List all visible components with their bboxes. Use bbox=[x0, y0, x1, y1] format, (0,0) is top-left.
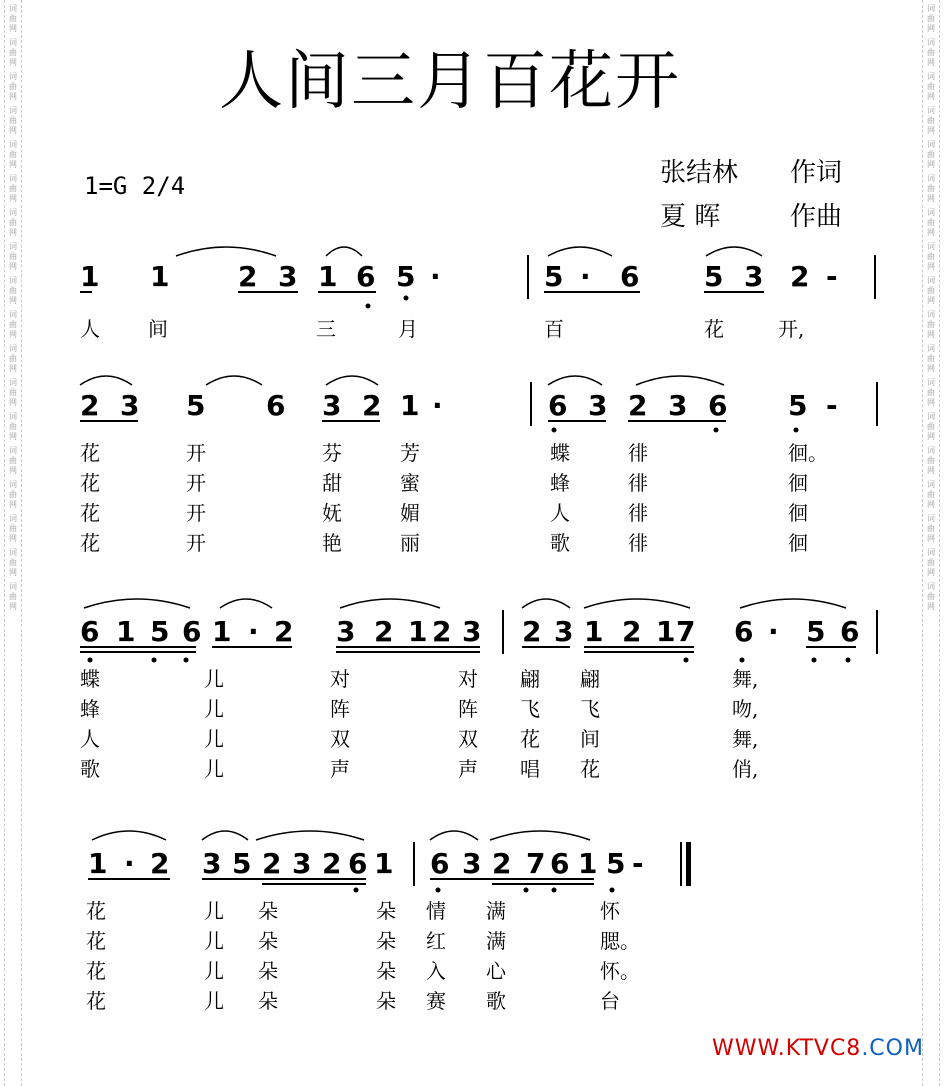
watermark-text: 词 曲 网 bbox=[927, 276, 935, 305]
watermark-text: 词 曲 网 bbox=[9, 514, 17, 543]
note: 2 bbox=[362, 389, 382, 422]
watermark-text: 词 曲 网 bbox=[9, 174, 17, 203]
note: · bbox=[124, 847, 135, 880]
lyric-syllable: 艳 bbox=[322, 531, 342, 555]
note: 3 bbox=[588, 389, 608, 422]
slur bbox=[548, 247, 612, 256]
note: 2 bbox=[274, 615, 294, 648]
lyric-syllable: 花 bbox=[80, 501, 100, 525]
octave-dot bbox=[366, 304, 371, 309]
watermark-text: 词 曲 网 bbox=[927, 310, 935, 339]
watermark-text: 词 曲 网 bbox=[927, 446, 935, 475]
octave-dot bbox=[354, 888, 359, 893]
lyric-syllable: 蜂 bbox=[80, 697, 100, 721]
lyric-syllable: 双 bbox=[330, 727, 350, 751]
octave-dot bbox=[184, 658, 189, 663]
watermark-text: 词 曲 网 bbox=[9, 4, 17, 33]
lyric-syllable: 阵 bbox=[330, 697, 350, 721]
watermark-text: 词 曲 网 bbox=[9, 446, 17, 475]
note: 6 bbox=[266, 389, 286, 422]
lyric-syllable: 媚 bbox=[400, 501, 420, 525]
octave-dot bbox=[552, 888, 557, 893]
watermark-text: 词 曲 网 bbox=[9, 378, 17, 407]
lyric-syllable: 唱 bbox=[520, 757, 540, 781]
watermark-text: 词 曲 网 bbox=[9, 548, 17, 577]
note: 7 bbox=[676, 615, 696, 648]
lyric-syllable: 歌 bbox=[80, 757, 100, 781]
lyric-syllable: 儿 bbox=[204, 959, 224, 983]
slur bbox=[584, 599, 690, 608]
lyric-syllable: 舞, bbox=[732, 727, 759, 751]
lyric-syllable: 花 bbox=[80, 441, 100, 465]
note: 6 bbox=[550, 847, 570, 880]
lyric-syllable: 花 bbox=[86, 989, 106, 1013]
note: 3 bbox=[744, 260, 764, 293]
watermark-text: 词 曲 网 bbox=[927, 514, 935, 543]
slur bbox=[340, 599, 440, 608]
lyric-syllable: 台 bbox=[600, 989, 620, 1013]
note: 2 bbox=[790, 260, 810, 293]
slur bbox=[202, 831, 248, 840]
watermark-text: 词 曲 网 bbox=[9, 140, 17, 169]
watermark-text: 词 曲 网 bbox=[927, 412, 935, 441]
lyric-syllable: 儿 bbox=[204, 929, 224, 953]
watermark-text: 词 曲 网 bbox=[927, 344, 935, 373]
watermark-text: 词 曲 网 bbox=[9, 276, 17, 305]
lyric-syllable: 朵 bbox=[258, 959, 278, 983]
site-url-prefix: WWW. bbox=[712, 1036, 786, 1061]
octave-dot bbox=[552, 428, 557, 433]
lyric-syllable: 朵 bbox=[258, 989, 278, 1013]
lyric-syllable: 对 bbox=[458, 667, 478, 691]
slur bbox=[522, 599, 570, 608]
slur bbox=[636, 376, 724, 385]
slur bbox=[430, 831, 478, 840]
lyric-syllable: 徊。 bbox=[788, 441, 828, 465]
lyric-syllable: 舞, bbox=[732, 667, 759, 691]
lyric-syllable: 人 bbox=[550, 501, 570, 525]
note: 2 bbox=[80, 389, 100, 422]
song-title: 人间三月百花开 bbox=[219, 45, 681, 119]
watermark-text: 词 曲 网 bbox=[9, 480, 17, 509]
note: 5 bbox=[150, 615, 170, 648]
note: 1 bbox=[374, 847, 394, 880]
lyric-syllable: 儿 bbox=[204, 727, 224, 751]
note: 1 bbox=[408, 615, 428, 648]
note: 3 bbox=[554, 615, 574, 648]
watermark-text: 词 曲 网 bbox=[927, 106, 935, 135]
lyric-syllable: 怀。 bbox=[600, 959, 640, 983]
note: 1 bbox=[656, 615, 676, 648]
note: 3 bbox=[322, 389, 342, 422]
slur bbox=[548, 376, 602, 385]
note: 6 bbox=[182, 615, 202, 648]
note: 2 bbox=[432, 615, 452, 648]
watermark-text: 词 曲 网 bbox=[9, 38, 17, 67]
lyric-syllable: 蜂 bbox=[550, 471, 570, 495]
lyric-syllable: 儿 bbox=[204, 667, 224, 691]
lyric-syllable: 间 bbox=[148, 317, 168, 341]
lyric-syllable: 月 bbox=[398, 317, 418, 341]
note: 3 bbox=[278, 260, 298, 293]
note: 5 bbox=[186, 389, 206, 422]
lyric-syllable: 朵 bbox=[376, 989, 396, 1013]
slur bbox=[220, 599, 272, 608]
note: 3 bbox=[120, 389, 140, 422]
lyric-syllable: 蝶 bbox=[550, 441, 570, 465]
octave-dot bbox=[610, 888, 615, 893]
lyric-syllable: 芬 bbox=[322, 441, 342, 465]
slur bbox=[490, 831, 590, 840]
lyric-syllable: 徊 bbox=[788, 501, 808, 525]
octave-dot bbox=[152, 658, 157, 663]
key-signature: 1=G 2/4 bbox=[84, 172, 186, 200]
watermark-text: 词 曲 网 bbox=[927, 480, 935, 509]
note: 1 bbox=[116, 615, 136, 648]
watermark-text: 词 曲 网 bbox=[9, 72, 17, 101]
note: 6 bbox=[708, 389, 728, 422]
lyric-syllable: 花 bbox=[86, 929, 106, 953]
lyric-syllable: 怀 bbox=[600, 899, 620, 923]
lyric-syllable: 歌 bbox=[486, 989, 506, 1013]
composer-role: 作曲 bbox=[790, 202, 843, 232]
note: · bbox=[432, 389, 443, 422]
watermark-text: 词 曲 网 bbox=[9, 344, 17, 373]
lyric-syllable: 赛 bbox=[426, 989, 446, 1013]
watermark-text: 词 曲 网 bbox=[927, 140, 935, 169]
lyric-syllable: 儿 bbox=[204, 697, 224, 721]
lyric-syllable: 间 bbox=[580, 727, 600, 751]
slur bbox=[206, 376, 262, 385]
note: 1 bbox=[400, 389, 420, 422]
note: 3 bbox=[668, 389, 688, 422]
watermark-text: 词 曲 网 bbox=[927, 38, 935, 67]
lyric-syllable: 入 bbox=[426, 959, 446, 983]
note: · bbox=[248, 615, 259, 648]
lyric-syllable: 声 bbox=[458, 757, 478, 781]
octave-dot bbox=[794, 428, 799, 433]
octave-dot bbox=[846, 658, 851, 663]
lyric-syllable: 开, bbox=[778, 317, 805, 341]
slur bbox=[176, 247, 276, 256]
note: 1 bbox=[150, 260, 170, 293]
octave-dot bbox=[524, 888, 529, 893]
lyricist-name: 张结林 bbox=[660, 158, 739, 188]
watermark-text: 词 曲 网 bbox=[927, 72, 935, 101]
note: 7 bbox=[526, 847, 546, 880]
note: 1 bbox=[212, 615, 232, 648]
lyric-syllable: 朵 bbox=[376, 929, 396, 953]
slur bbox=[80, 376, 132, 385]
octave-dot bbox=[436, 888, 441, 893]
lyric-syllable: 心 bbox=[486, 959, 506, 983]
note: 5 bbox=[606, 847, 626, 880]
note: 3 bbox=[336, 615, 356, 648]
lyric-syllable: 甜 bbox=[322, 471, 342, 495]
note: 2 bbox=[622, 615, 642, 648]
site-url[interactable] bbox=[712, 1036, 924, 1061]
lyric-syllable: 三 bbox=[316, 317, 336, 341]
lyric-syllable: 人 bbox=[80, 317, 100, 341]
watermark-text: 词 曲 网 bbox=[9, 310, 17, 339]
slur bbox=[256, 831, 364, 840]
octave-dot bbox=[404, 296, 409, 301]
slur bbox=[326, 247, 362, 256]
lyric-syllable: 徊 bbox=[788, 471, 808, 495]
note: 2 bbox=[628, 389, 648, 422]
octave-dot bbox=[88, 658, 93, 663]
lyric-syllable: 腮。 bbox=[600, 929, 640, 953]
note: 6 bbox=[548, 389, 568, 422]
lyric-syllable: 对 bbox=[330, 667, 350, 691]
lyric-syllable: 翩 bbox=[520, 667, 540, 691]
note: 6 bbox=[348, 847, 368, 880]
note: 5 bbox=[232, 847, 252, 880]
note: 2 bbox=[238, 260, 258, 293]
lyric-syllable: 花 bbox=[86, 899, 106, 923]
note: 6 bbox=[80, 615, 100, 648]
watermark-text: 词 曲 网 bbox=[9, 412, 17, 441]
lyric-syllable: 声 bbox=[330, 757, 350, 781]
note: 5 bbox=[544, 260, 564, 293]
lyric-syllable: 开 bbox=[186, 531, 206, 555]
note: 6 bbox=[356, 260, 376, 293]
watermark-text: 词 曲 网 bbox=[9, 242, 17, 271]
note: 6 bbox=[840, 615, 860, 648]
note: 1 bbox=[318, 260, 338, 293]
lyric-syllable: 开 bbox=[186, 501, 206, 525]
note: - bbox=[826, 260, 838, 293]
lyric-syllable: 花 bbox=[80, 471, 100, 495]
note: 1 bbox=[88, 847, 108, 880]
lyric-syllable: 蝶 bbox=[80, 667, 100, 691]
watermark-text: 词 曲 网 bbox=[927, 242, 935, 271]
note: - bbox=[632, 847, 644, 880]
note: 3 bbox=[462, 615, 482, 648]
watermark-text: 词 曲 网 bbox=[9, 106, 17, 135]
lyric-syllable: 儿 bbox=[204, 989, 224, 1013]
note: 2 bbox=[150, 847, 170, 880]
lyric-syllable: 阵 bbox=[458, 697, 478, 721]
watermark-text: 词 曲 网 bbox=[927, 208, 935, 237]
lyric-syllable: 丽 bbox=[400, 531, 420, 555]
note: 5 bbox=[806, 615, 826, 648]
note: 2 bbox=[262, 847, 282, 880]
watermark-text: 词 曲 网 bbox=[9, 582, 17, 611]
note: 3 bbox=[292, 847, 312, 880]
note: · bbox=[430, 260, 441, 293]
lyricist-role: 作词 bbox=[790, 158, 843, 188]
octave-dot bbox=[740, 658, 745, 663]
lyric-syllable: 开 bbox=[186, 441, 206, 465]
note: 5 bbox=[396, 260, 416, 293]
watermark-text: 词 曲 网 bbox=[9, 208, 17, 237]
lyric-syllable: 花 bbox=[80, 531, 100, 555]
lyric-syllable: 满 bbox=[486, 899, 506, 923]
slur bbox=[84, 599, 190, 608]
site-url-suffix: .COM bbox=[861, 1036, 924, 1061]
lyric-syllable: 飞 bbox=[580, 697, 600, 721]
note: 6 bbox=[620, 260, 640, 293]
slur bbox=[326, 376, 378, 385]
note: 5 bbox=[788, 389, 808, 422]
watermark-text: 词 曲 网 bbox=[927, 548, 935, 577]
octave-dot bbox=[812, 658, 817, 663]
note: 6 bbox=[430, 847, 450, 880]
watermark-text: 词 曲 网 bbox=[927, 174, 935, 203]
note: · bbox=[580, 260, 591, 293]
lyric-syllable: 花 bbox=[86, 959, 106, 983]
octave-dot bbox=[714, 428, 719, 433]
lyric-syllable: 花 bbox=[520, 727, 540, 751]
note: 1 bbox=[584, 615, 604, 648]
lyric-syllable: 飞 bbox=[520, 697, 540, 721]
slur bbox=[92, 831, 166, 840]
lyric-syllable: 俏, bbox=[732, 757, 759, 781]
composer-name: 夏 晖 bbox=[660, 202, 721, 232]
lyric-syllable: 蜜 bbox=[400, 471, 420, 495]
lyric-syllable: 朵 bbox=[258, 899, 278, 923]
note: · bbox=[768, 615, 779, 648]
lyric-syllable: 徘 bbox=[628, 531, 648, 555]
note: 6 bbox=[734, 615, 754, 648]
note: 2 bbox=[522, 615, 542, 648]
watermark-text: 词 曲 网 bbox=[927, 582, 935, 611]
lyric-syllable: 红 bbox=[426, 929, 446, 953]
note: 1 bbox=[578, 847, 598, 880]
lyric-syllable: 情 bbox=[426, 899, 446, 923]
lyric-syllable: 儿 bbox=[204, 899, 224, 923]
note: 2 bbox=[374, 615, 394, 648]
note: - bbox=[826, 389, 838, 422]
site-url-name: KTVC8 bbox=[785, 1036, 862, 1061]
slur bbox=[706, 247, 762, 256]
lyric-syllable: 朵 bbox=[376, 899, 396, 923]
lyric-syllable: 徊 bbox=[788, 531, 808, 555]
lyric-syllable: 徘 bbox=[628, 471, 648, 495]
octave-dot bbox=[684, 658, 689, 663]
lyric-syllable: 吻, bbox=[732, 697, 759, 721]
note: 3 bbox=[202, 847, 222, 880]
note: 2 bbox=[322, 847, 342, 880]
lyric-syllable: 双 bbox=[458, 727, 478, 751]
lyric-syllable: 百 bbox=[544, 317, 564, 341]
lyric-syllable: 朵 bbox=[258, 929, 278, 953]
watermark-text: 词 曲 网 bbox=[927, 378, 935, 407]
lyric-syllable: 花 bbox=[580, 757, 600, 781]
note: 5 bbox=[704, 260, 724, 293]
lyric-syllable: 朵 bbox=[376, 959, 396, 983]
lyric-syllable: 妩 bbox=[322, 501, 342, 525]
lyric-syllable: 人 bbox=[80, 727, 100, 751]
note: 1 bbox=[80, 260, 100, 293]
note: 3 bbox=[462, 847, 482, 880]
lyric-syllable: 徘 bbox=[628, 441, 648, 465]
lyric-syllable: 芳 bbox=[400, 441, 420, 465]
watermark-text: 词 曲 网 bbox=[927, 4, 935, 33]
lyric-syllable: 翩 bbox=[580, 667, 600, 691]
note: 2 bbox=[492, 847, 512, 880]
lyric-syllable: 开 bbox=[186, 471, 206, 495]
lyric-syllable: 歌 bbox=[550, 531, 570, 555]
lyric-syllable: 花 bbox=[704, 317, 724, 341]
lyric-syllable: 儿 bbox=[204, 757, 224, 781]
lyric-syllable: 满 bbox=[486, 929, 506, 953]
lyric-syllable: 徘 bbox=[628, 501, 648, 525]
slur bbox=[740, 599, 846, 608]
